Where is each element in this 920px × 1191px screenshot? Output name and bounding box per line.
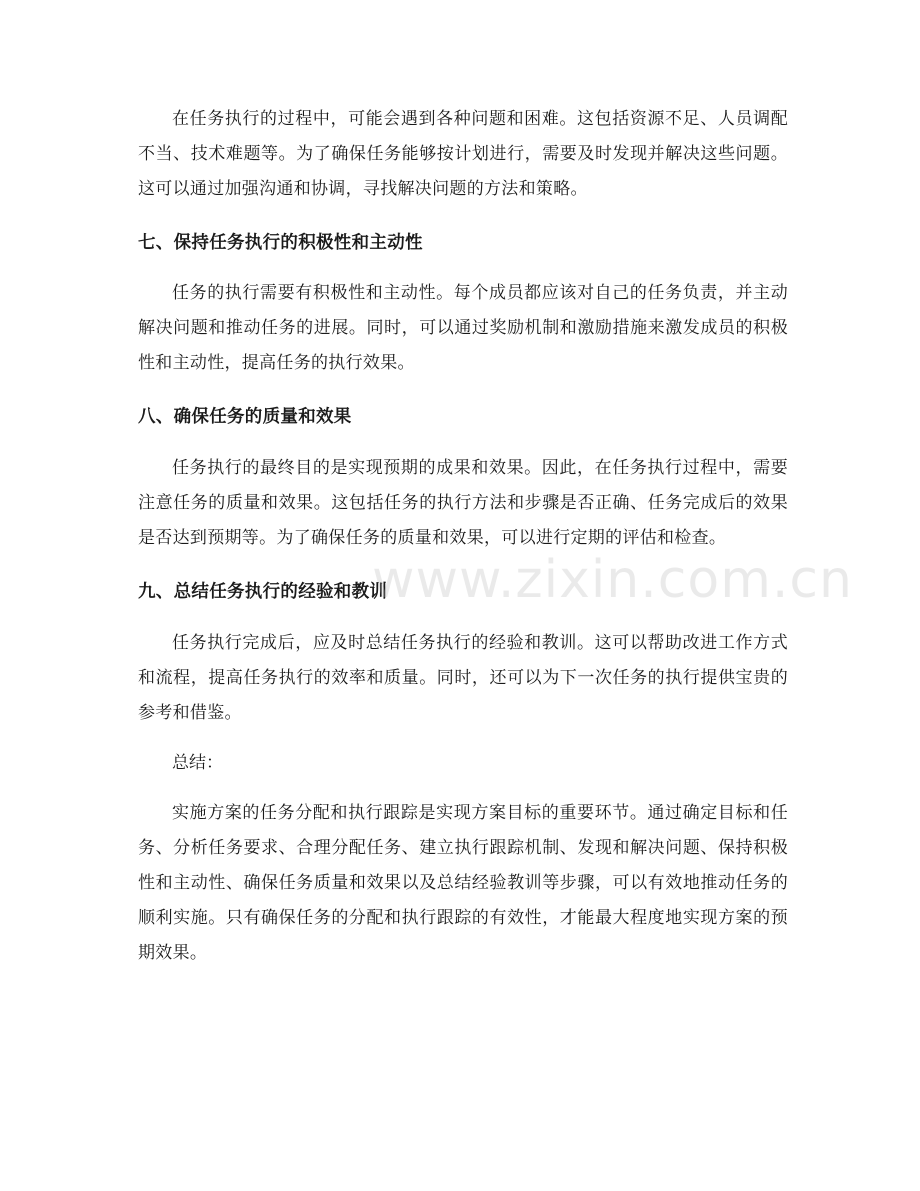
paragraph-summary: 实施方案的任务分配和执行跟踪是实现方案目标的重要环节。通过确定目标和任务、分析任务要求、合理分配任务、建立执行跟踪机制、发现和解决问题、保持积极性和主动性、确保任务质量和效果以及总结经验教训等步骤，可以有效地推动任务的顺利实施。只有确保任务的分配和执行跟踪的有效性，才能最大程度地实现方案的预期效果。 [138,803,788,963]
paragraph-section-9: 任务执行完成后，应及时总结任务执行的经验和教训。这可以帮助改进工作方式和流程，提高任务执行的效率和质量。同时，还可以为下一次任务的执行提供宝贵的参考和借鉴。 [138,633,788,723]
paragraph-section-8: 任务执行的最终目的是实现预期的成果和效果。因此，在任务执行过程中，需要注意任务的质量和效果。这包括任务的执行方法和步骤是否正确、任务完成后的效果是否达到预期等。为了确保任务的质量和效果，可以进行定期的评估和检查。 [138,458,788,548]
heading-section-7: 七、保持任务执行的积极性和主动性 [138,233,423,253]
summary-label: 总结： [172,753,223,773]
watermark-text: www.zixin.com.cn [372,550,853,610]
heading-section-8: 八、确保任务的质量和效果 [138,407,352,427]
paragraph-problems: 在任务执行的过程中，可能会遇到各种问题和困难。这包括资源不足、人员调配不当、技术难题等。为了确保任务能够按计划进行，需要及时发现并解决这些问题。这可以通过加强沟通和协调，寻找解决问题的方法和策略。 [138,109,788,199]
paragraph-section-7: 任务的执行需要有积极性和主动性。每个成员都应该对自己的任务负责，并主动解决问题和推动任务的进展。同时，可以通过奖励机制和激励措施来激发成员的积极性和主动性，提高任务的执行效果。 [138,283,788,373]
heading-section-9: 九、总结任务执行的经验和教训 [138,582,388,602]
